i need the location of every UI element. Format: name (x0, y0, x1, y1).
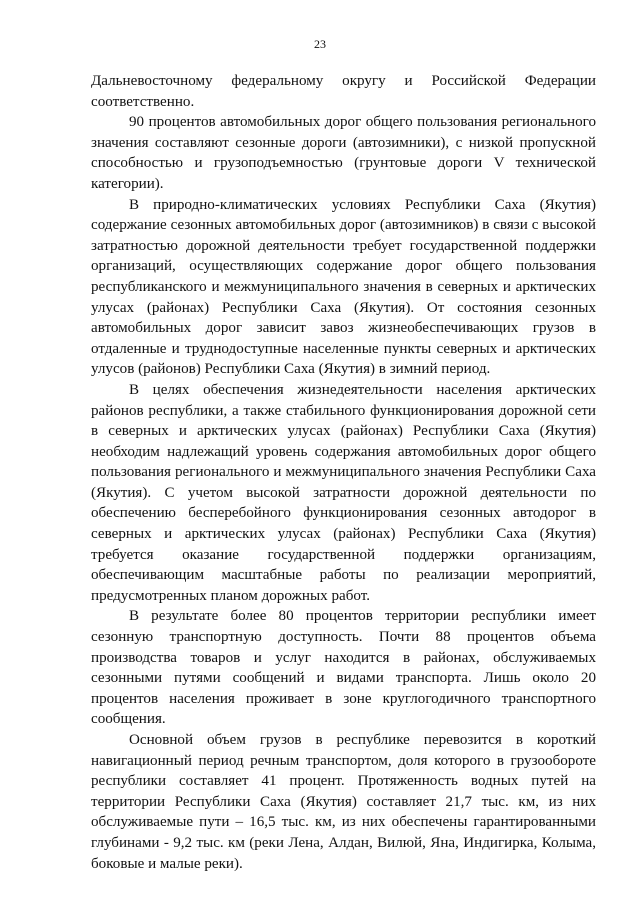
paragraph-continuation: Дальневосточному федеральному округу и Российской Федерации соответственно. (91, 73, 596, 110)
paragraph-river-transport: Основной объем грузов в республике перевозится в короткий навигационный период речным транспортом, доля которого в грузообороте республики составляет 41 процент. Протяженность водных путей на территории Республики Саха (Якутия) составляет 21,7 тыс. км, из них обслуживаемые пути – 16,5 тыс. км, из них обеспечены гарантированными глубинами - 9,2 тыс. км (реки Лена, Алдан, Вилюй, Яна, Индигирка, Колыма, боковые и малые реки). (91, 732, 596, 872)
page-number: 23 (314, 37, 326, 51)
body-text (91, 71, 596, 874)
paragraph-winter-roads-maintenance: В природно-климатических условиях Республики Саха (Якутия) содержание сезонных автомобильных дорог (автозимников) в связи с высокой затратностью дорожной деятельности требует государственной поддержки организаций, осуществляющих содержание дорог общего пользования республиканского и межмуниципального значения в северных и арктических улусах (районах) Республики Саха (Якутия). От состояния сезонных автомобильных дорог зависит завоз жизнеобеспечивающих грузов в отдаленные и труднодоступные населенные пункты северных и арктических улусов (районов) Республики Саха (Якутия) в зимний период. (91, 196, 596, 378)
paragraph-arctic-road-network: В целях обеспечения жизнедеятельности населения арктических районов республики, а также стабильного функционирования дорожной сети в северных и арктических улусах (районах) Республики Саха (Якутия) необходим надлежащий уровень содержания автомобильных дорог общего пользования регионального и межмуниципального значения Республики Саха (Якутия). С учетом высокой затратности дорожной деятельности по обеспечению бесперебойного функционирования сезонных автодорог в северных и арктических улусах (районах) Республики Саха (Якутия) требуется оказание государственной поддержки организациям, обеспечивающим масштабные работы по реализации мероприятий, предусмотренных планом дорожных работ. (91, 381, 596, 604)
paragraph-seasonal-accessibility: В результате более 80 процентов территории республики имеет сезонную транспортную доступность. Почти 88 процентов объема производства товаров и услуг находится в районах, обслуживаемых сезонными путями сообщений и видами транспорта. Лишь около 20 процентов населения проживает в зоне круглогодичного транспортного сообщения. (91, 608, 596, 728)
paragraph-seasonal-roads-share: 90 процентов автомобильных дорог общего пользования регионального значения составляют сезонные дороги (автозимники), с низкой пропускной способностью и грузоподъемностью (грунтовые дороги V технической категории). (91, 114, 596, 192)
